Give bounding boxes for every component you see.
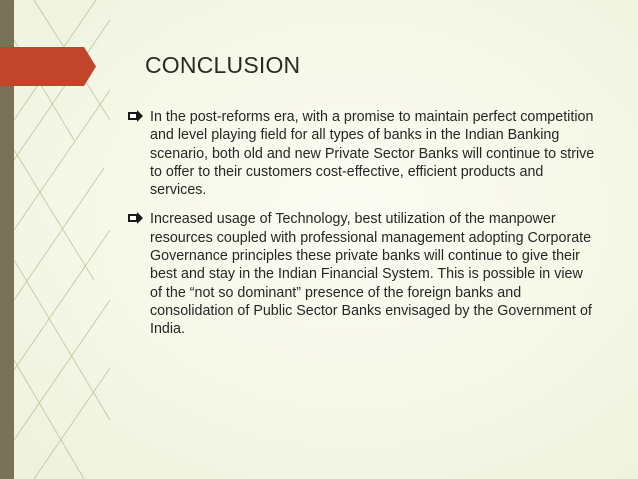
title-accent-bar bbox=[0, 47, 96, 86]
bullet-item bbox=[128, 210, 598, 338]
bullet-item bbox=[128, 108, 598, 199]
slide-title: CONCLUSION bbox=[145, 52, 301, 78]
folded-paper-arrow-icon bbox=[128, 212, 143, 224]
bullet-list bbox=[128, 108, 598, 350]
bullet-text: Increased usage of Technology, best utilization of the manpower resources coupled with professional management adopting Corporate Governance principles these private banks will continue to give their best and stay in the Indian Financial System. This is possible in view of the “not so dominant” presence of the foreign banks and consolidation of Public Sector Banks envisaged by the Government of India. bbox=[150, 211, 592, 338]
folded-paper-arrow-icon bbox=[128, 110, 143, 122]
bullet-text: In the post-reforms era, with a promise to maintain perfect competition and level playing field for all types of banks in the Indian Banking scenario, both old and new Private Sector Banks will continue to strive to offer to their customers cost-effective, efficient products and services. bbox=[150, 109, 595, 199]
